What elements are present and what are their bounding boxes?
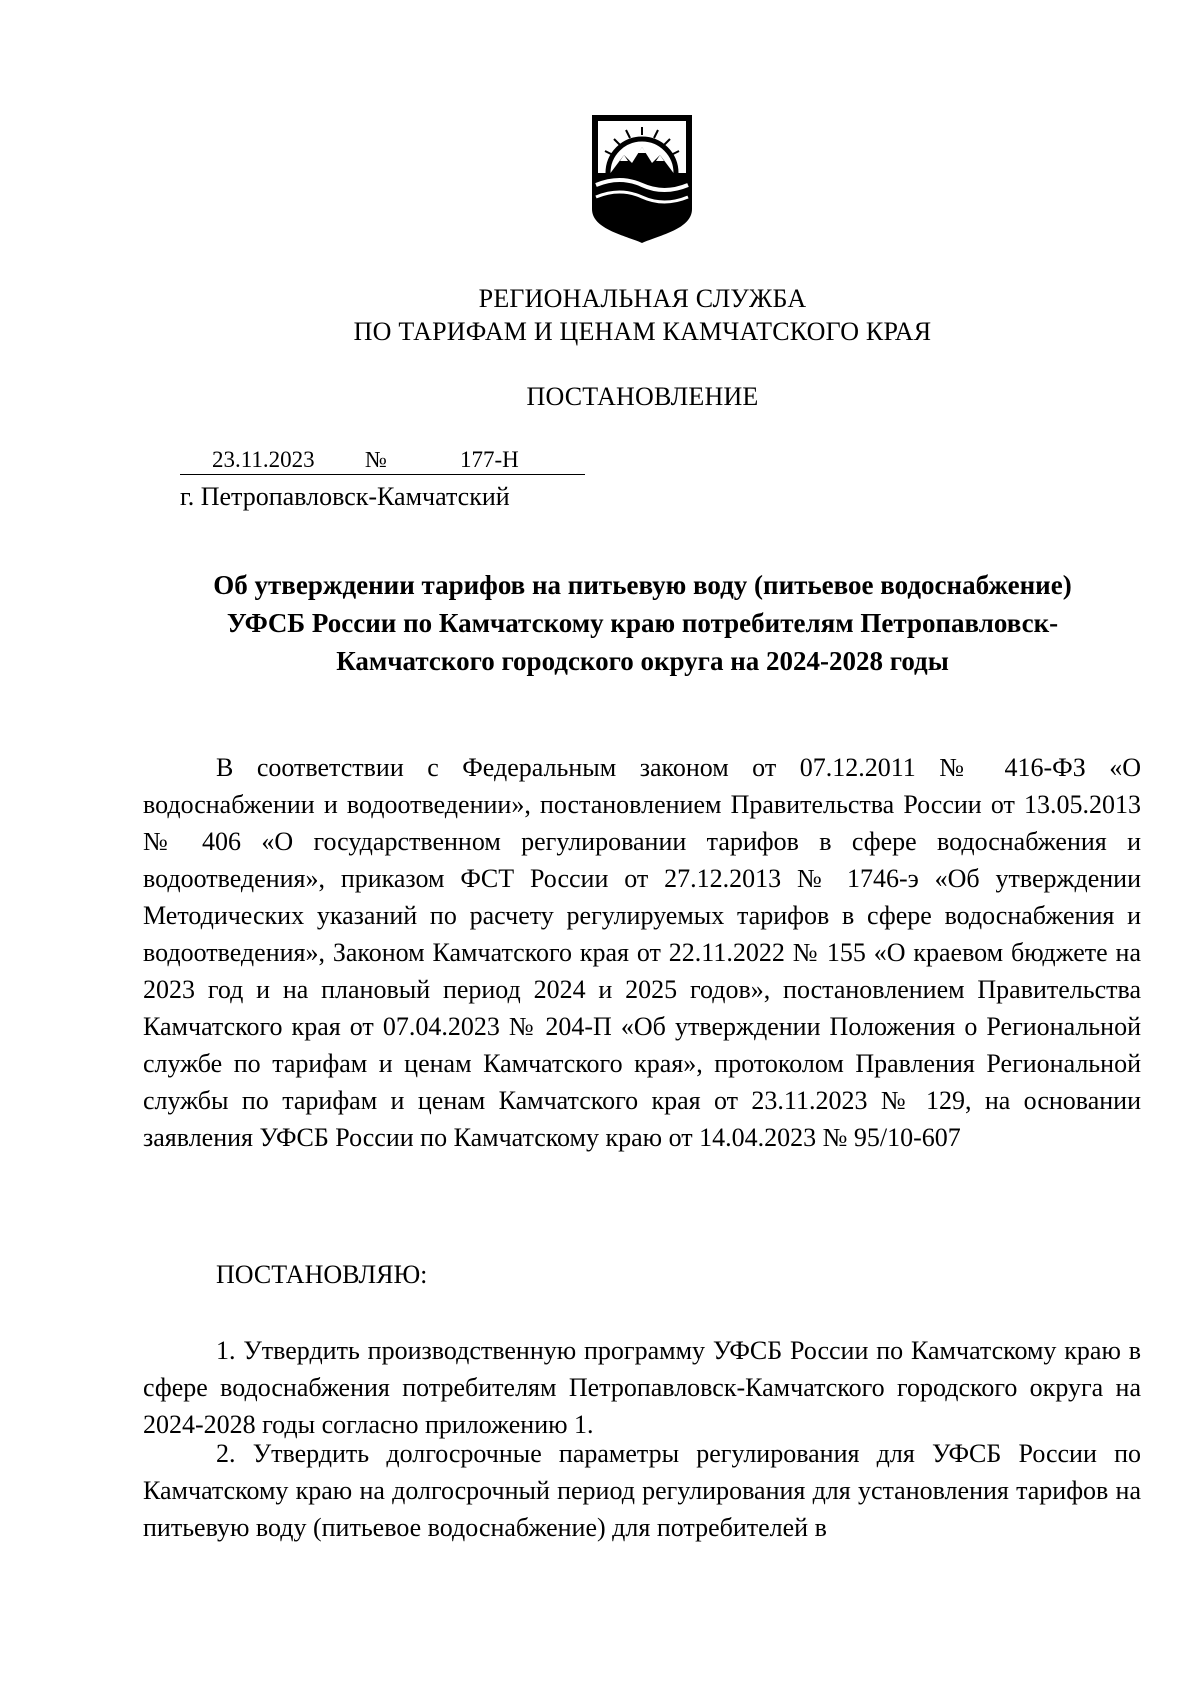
item-1-paragraph: 1. Утвердить производственную программу УФСБ России по Камчатскому краю в сфере водоснабжения потребителям Петропавловск-Камчатского городского округа на 2024-2028 годы согласно приложению 1. — [143, 1336, 1141, 1439]
document-date: 23.11.2023 — [212, 447, 315, 472]
document-city: г. Петропавловск-Камчатский — [180, 482, 510, 511]
number-sign: № — [365, 447, 387, 472]
title-line: Камчатского городского округа на 2024-2028 годы — [336, 646, 949, 676]
item-2-paragraph: 2. Утвердить долгосрочные параметры регулирования для УФСБ России по Камчатскому краю на долгосрочный период регулирования для установления тарифов на питьевую воду (питьевое водоснабжение) для потребителей в — [143, 1439, 1141, 1542]
kamchatka-coat-of-arms-icon — [590, 113, 694, 245]
document-title — [150, 566, 1135, 680]
title-line: Об утверждении тарифов на питьевую воду (питьевое водоснабжение) — [213, 570, 1072, 600]
title-line: УФСБ России по Камчатскому краю потребителям Петропавловск- — [226, 608, 1059, 638]
resolve-heading: ПОСТАНОВЛЯЮ: — [216, 1260, 428, 1289]
organization-name-line1: РЕГИОНАЛЬНАЯ СЛУЖБА — [478, 284, 807, 313]
organization-name-line2: ПО ТАРИФАМ И ЦЕНАМ КАМЧАТСКОГО КРАЯ — [353, 317, 932, 346]
document-number: 177-Н — [460, 447, 519, 472]
document-requisites — [180, 446, 585, 475]
preamble-paragraph: В соответствии с Федеральным законом от 07.12.2011 № 416-ФЗ «О водоснабжении и водоотведении», постановлением Правительства России от 13.05.2013 № 406 «О государственном регулировании тарифов в сфере водоснабжения и водоотведения», приказом ФСТ России от 27.12.2013 № 1746-э «Об утверждении Методических указаний по расчету регулируемых тарифов в сфере водоснабжения и водоотведения», Законом Камчатского края от 22.11.2022 № 155 «О краевом бюджете на 2023 год и на плановый период 2024 и 2025 годов», постановлением Правительства Камчатского края от 07.04.2023 № 204-П «Об утверждении Положения о Региональной службе по тарифам и ценам Камчатского края», протоколом Правления Региональной службы по тарифам и ценам Камчатского края от 23.11.2023 № 129, на основании заявления УФСБ России по Камчатскому краю от 14.04.2023 № 95/10-607 — [143, 753, 1141, 1152]
document-type: ПОСТАНОВЛЕНИЕ — [526, 382, 759, 411]
